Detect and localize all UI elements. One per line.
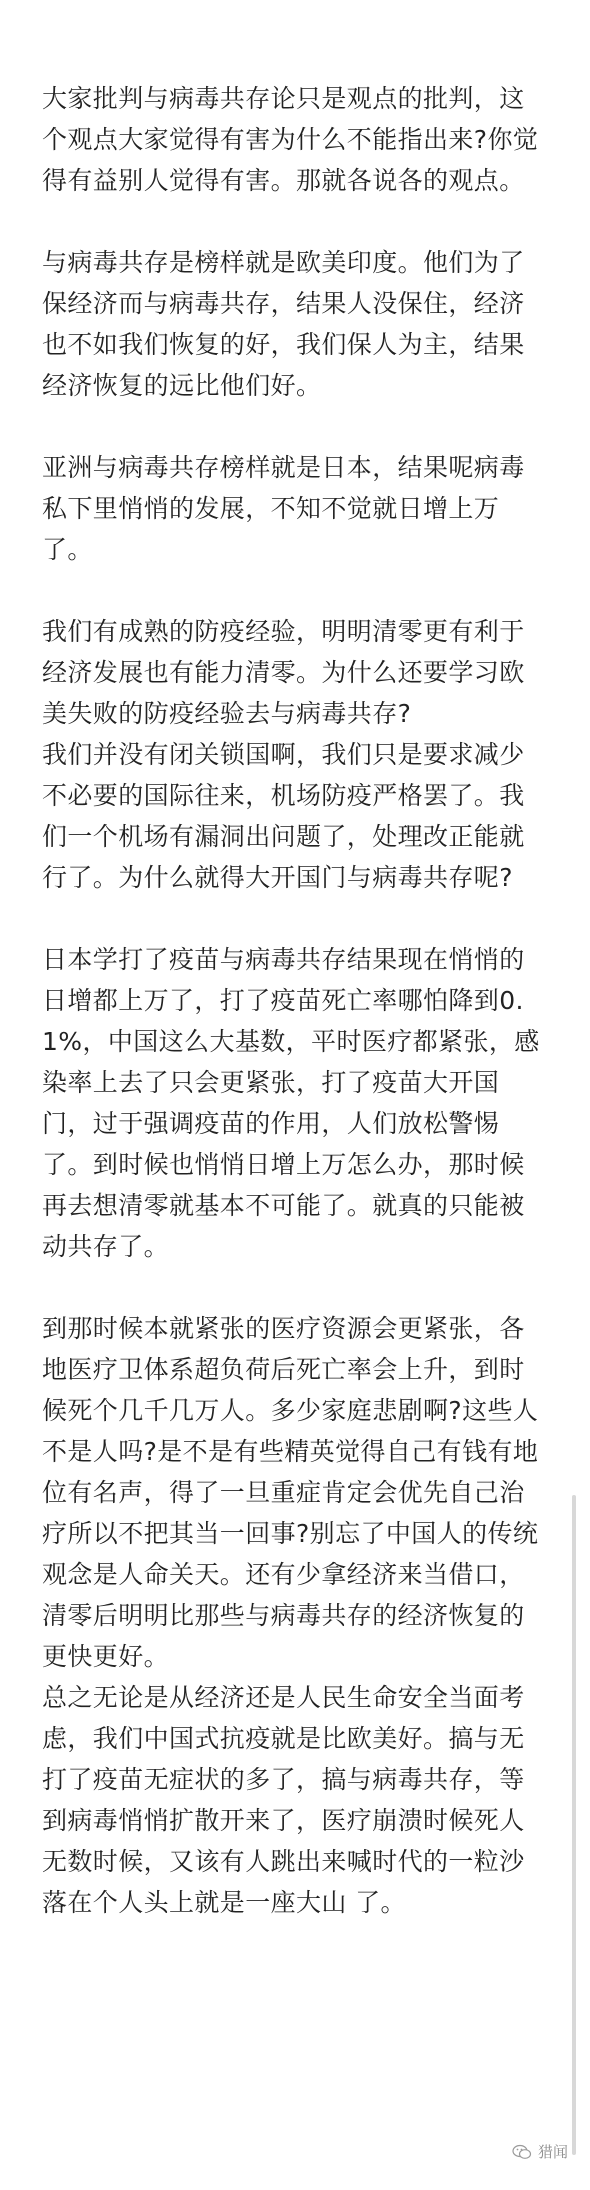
paragraph-3: 亚洲与病毒共存榜样就是日本，结果呢病毒私下里悄悄的发展，不知不觉就日增上万了。 <box>42 453 525 564</box>
paragraph-2: 与病毒共存是榜样就是欧美印度。他们为了保经济而与病毒共存，结果人没保住，经济也不如我们恢复的好，我们保人为主，结果经济恢复的远比他们好。 <box>42 248 525 400</box>
scrollbar[interactable] <box>572 1495 576 2155</box>
paragraph-5: 我们并没有闭关锁国啊，我们只是要求减少不必要的国际往来，机场防疫严格罢了。我们一个机场有漏洞出问题了，处理改正能就行了。为什么就得大开国门与病毒共存呢? <box>42 740 525 892</box>
paragraph-4: 我们有成熟的防疫经验，明明清零更有利于经济发展也有能力清零。为什么还要学习欧美失败的防疫经验去与病毒共存? <box>42 617 525 728</box>
paragraph-6: 日本学打了疫苗与病毒共存结果现在悄悄的日增都上万了，打了疫苗死亡率哪怕降到0.1%，中国这么大基数，平时医疗都紧张，感染率上去了只会更紧张，打了疫苗大开国门，过于强调疫苗的作用，人们放松警惕了。到时候也悄悄日增上万怎么办，那时候再去想清零就基本不可能了。就真的只能被动共存了。 <box>42 945 540 1261</box>
paragraph-8: 总之无论是从经济还是人民生命安全当面考虑，我们中国式抗疫就是比欧美好。搞与无打了疫苗无症状的多了，搞与病毒共存，等到病毒悄悄扩散开来了，医疗崩溃时候死人无数时候，又该有人跳出来喊时代的一粒沙落在个人头上就是一座大山 了。 <box>42 1683 525 1917</box>
watermark <box>512 2141 568 2162</box>
article-body <box>42 78 542 1923</box>
watermark-text: 猎闻 <box>537 2143 568 2161</box>
paragraph-7: 到那时候本就紧张的医疗资源会更紧张，各地医疗卫体系超负荷后死亡率会上升，到时候死个几千几万人。多少家庭悲剧啊?这些人不是人吗?是不是有些精英觉得自己有钱有地位有名声，得了一旦重症肯定会优先自己治疗所以不把其当一回事?别忘了中国人的传统观念是人命关天。还有少拿经济来当借口，清零后明明比那些与病毒共存的经济恢复的更快更好。 <box>42 1314 539 1671</box>
paragraph-1: 大家批判与病毒共存论只是观点的批判，这个观点大家觉得有害为什么不能指出来?你觉得有益别人觉得有害。那就各说各的观点。 <box>42 84 539 195</box>
wechat-logo-icon <box>512 2144 532 2160</box>
